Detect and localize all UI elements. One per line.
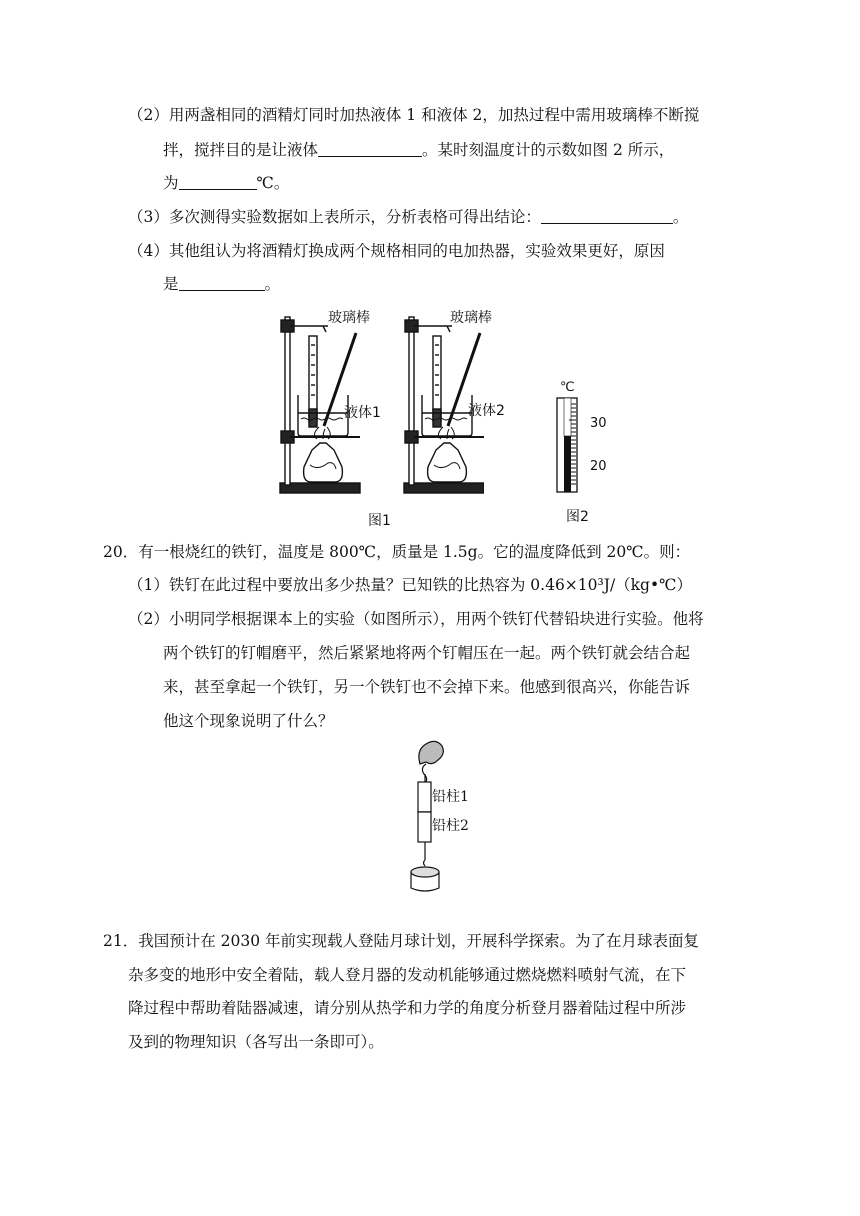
answer-blank-temperature[interactable] bbox=[179, 173, 257, 190]
q19-part3-text: （3）多次测得实验数据如上表所示，分析表格可得出结论： bbox=[128, 208, 541, 226]
fig3-lead2-label: 铅柱2 bbox=[432, 818, 469, 834]
q20-stem: 20．有一根烧红的铁钉，温度是 800℃，质量是 1.5g。它的温度降低到 20℃。则： bbox=[103, 543, 691, 561]
q20-part1: （1）铁钉在此过程中要放出多少热量？已知铁的比热容为 0.46×10³J/（kg•℃） bbox=[128, 576, 692, 594]
q19-part2-line2 bbox=[163, 139, 674, 161]
q21-line2: 杂多变的地形中安全着陆，载人登月器的发动机能够通过燃烧燃料喷射气流，在下 bbox=[128, 966, 687, 984]
fig2-tick-20: 20 bbox=[590, 459, 607, 474]
q19-part4-text-b: 。 bbox=[264, 275, 281, 293]
q19-part4-line1: （4）其他组认为将酒精灯换成两个规格相同的电加热器，实验效果更好，原因 bbox=[128, 242, 665, 260]
fig1-liquid1-label: 液体1 bbox=[344, 405, 381, 421]
q21-line1: 21．我国预计在 2030 年前实现载人登陆月球计划，开展科学探索。为了在月球表面复 bbox=[103, 932, 700, 950]
q20-part2-line4: 他这个现象说明了什么？ bbox=[163, 712, 334, 730]
q21-line3: 降过程中帮助着陆器减速，请分别从热学和力学的角度分析登月器着陆过程中所涉 bbox=[128, 999, 687, 1017]
figure2-thermometer bbox=[556, 396, 586, 496]
fig1-caption: 图1 bbox=[368, 513, 391, 529]
q19-part2-text-d: ℃。 bbox=[256, 174, 290, 192]
fig2-caption: 图2 bbox=[566, 509, 589, 525]
q19-part2-text-a: 拌，搅拌目的是让液体 bbox=[163, 141, 319, 159]
q19-part2-text-c: 为 bbox=[163, 174, 179, 192]
fig1-rod-label-2: 玻璃棒 bbox=[450, 310, 492, 326]
q19-part4-line2 bbox=[163, 273, 280, 295]
fig2-unit-label: ℃ bbox=[560, 380, 575, 395]
q19-part3-end: 。 bbox=[672, 208, 689, 226]
q19-part2-text-b: 。某时刻温度计的示数如图 2 所示， bbox=[422, 141, 675, 159]
q20-part2-line1: （2）小明同学根据课本上的实验（如图所示），用两个铁钉代替铅块进行实验。他将 bbox=[128, 610, 704, 628]
q20-part2-line2: 两个铁钉的钉帽磨平，然后紧紧地将两个钉帽压在一起。两个铁钉就会结合起 bbox=[163, 644, 691, 662]
fig1-liquid2-label: 液体2 bbox=[468, 403, 505, 419]
q20-part2-line3: 来，甚至拿起一个铁钉，另一个铁钉也不会掉下来。他感到很高兴，你能告诉 bbox=[163, 678, 691, 696]
q19-part4-text-a: 是 bbox=[163, 275, 179, 293]
answer-blank-conclusion[interactable] bbox=[541, 207, 673, 224]
fig2-tick-30: 30 bbox=[590, 416, 607, 431]
q21-line4: 及到的物理知识（各写出一条即可）。 bbox=[128, 1033, 384, 1051]
answer-blank-stir-purpose[interactable] bbox=[318, 140, 422, 157]
fig3-lead1-label: 铅柱1 bbox=[432, 789, 469, 805]
q19-part2-line3 bbox=[163, 172, 289, 194]
fig1-rod-label-1: 玻璃棒 bbox=[328, 310, 370, 326]
q19-part3 bbox=[128, 206, 688, 228]
q19-part2-line1: （2）用两盏相同的酒精灯同时加热液体 1 和液体 2，加热过程中需用玻璃棒不断搅 bbox=[128, 106, 700, 124]
answer-blank-reason[interactable] bbox=[179, 274, 265, 291]
